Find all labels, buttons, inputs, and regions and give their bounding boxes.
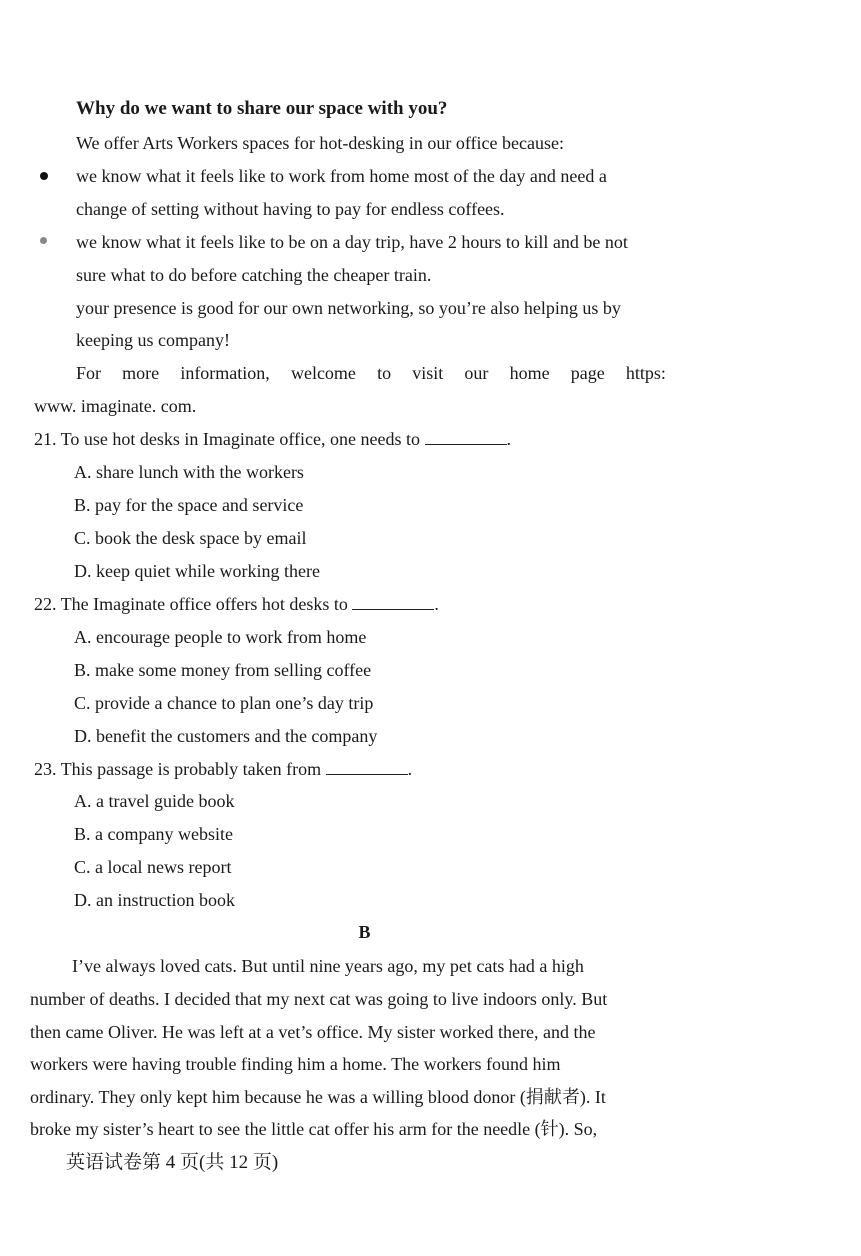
bullet-dot-icon <box>40 172 48 180</box>
answer-blank <box>352 595 434 610</box>
option-23-c: C. a local news report <box>74 857 232 877</box>
bullet-2-line-2: sure what to do before catching the cheaper train. <box>76 265 432 285</box>
answer-blank <box>326 760 408 775</box>
bullet-2-line-1: we know what it feels like to be on a day trip, have 2 hours to kill and be not <box>76 232 628 252</box>
more-info-word: information, <box>180 363 270 383</box>
option-23-b: B. a company website <box>74 824 233 844</box>
option-21-a: A. share lunch with the workers <box>74 462 304 482</box>
option-22-d: D. benefit the customers and the company <box>74 726 378 746</box>
bullet-1-line-1: we know what it feels like to work from home most of the day and need a <box>76 166 607 186</box>
more-info-word: home <box>509 363 550 383</box>
question-end: . <box>407 759 413 779</box>
passage-b-line-5: ordinary. They only kept him because he was a willing blood donor (捐献者). It <box>30 1087 606 1107</box>
passage-b-line-2: number of deaths. I decided that my next cat was going to live indoors only. But <box>30 989 608 1009</box>
more-info-word: page <box>570 363 605 383</box>
more-info-word: welcome <box>290 363 356 383</box>
more-info-word: https: <box>625 363 666 383</box>
passage-b-line-1: I’ve always loved cats. But until nine years ago, my pet cats had a high <box>72 956 584 976</box>
question-end: . <box>506 429 511 449</box>
option-23-a: A. a travel guide book <box>74 791 235 811</box>
question-stem: 22. The Imaginate office offers hot desks to <box>34 594 348 614</box>
more-info-line-1 <box>76 362 666 384</box>
option-23-d: D. an instruction book <box>74 890 235 910</box>
bullet-3-line-2: keeping us company! <box>76 330 230 350</box>
more-info-word: visit <box>412 363 444 383</box>
passage-b-line-6: broke my sister’s heart to see the little cat offer his arm for the needle (针). So, <box>30 1119 598 1139</box>
question-21 <box>34 428 511 450</box>
question-end: . <box>434 594 439 614</box>
option-21-d: D. keep quiet while working there <box>74 561 320 581</box>
option-22-b: B. make some money from selling coffee <box>74 660 372 680</box>
question-stem: 21. To use hot desks in Imaginate office, one needs to <box>34 429 420 449</box>
more-info-url: www. imaginate. com. <box>34 396 197 416</box>
option-22-a: A. encourage people to work from home <box>74 627 367 647</box>
section-heading: Why do we want to share our space with you? <box>76 98 448 119</box>
option-22-c: C. provide a chance to plan one’s day trip <box>74 693 374 713</box>
more-info-word: more <box>122 363 160 383</box>
more-info-word: to <box>377 363 392 383</box>
bullet-dot-icon <box>40 237 47 244</box>
question-23 <box>34 758 412 780</box>
page-footer: 英语试卷第 4 页(共 12 页) <box>66 1152 279 1173</box>
option-21-b: B. pay for the space and service <box>74 495 304 515</box>
question-stem: 23. This passage is probably taken from <box>34 759 322 779</box>
question-22 <box>34 593 439 615</box>
bullet-1-line-2: change of setting without having to pay for endless coffees. <box>76 199 505 219</box>
intro-line: We offer Arts Workers spaces for hot-desking in our office because: <box>76 133 564 153</box>
passage-b-line-3: then came Oliver. He was left at a vet’s office. My sister worked there, and the <box>30 1022 596 1042</box>
bullet-3-line-1: your presence is good for our own networking, so you’re also helping us by <box>76 298 621 318</box>
section-b-title: B <box>358 922 371 942</box>
more-info-word: For <box>76 363 102 383</box>
answer-blank <box>425 430 507 445</box>
option-21-c: C. book the desk space by email <box>74 528 307 548</box>
passage-b-line-4: workers were having trouble finding him a home. The workers found him <box>30 1054 561 1074</box>
more-info-word: our <box>464 363 489 383</box>
